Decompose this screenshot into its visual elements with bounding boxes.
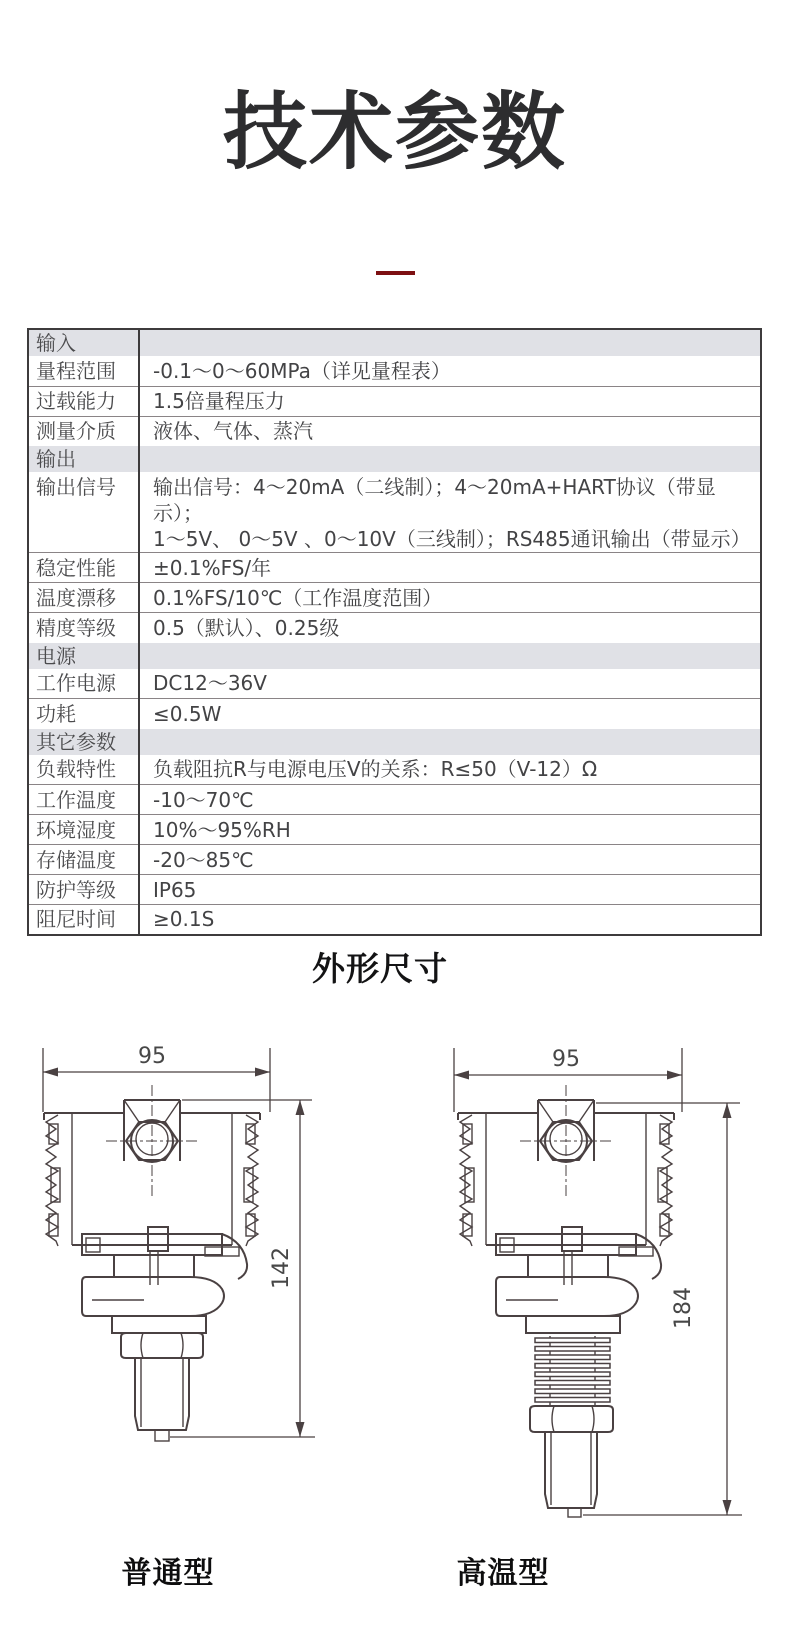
row-value: ≥0.1S xyxy=(153,907,215,932)
table-row xyxy=(28,785,761,815)
high-temp-type-label: 高温型 xyxy=(456,1556,550,1591)
row-label: 环境湿度 xyxy=(28,815,139,845)
table-row xyxy=(28,669,761,699)
row-value: DC12～36V xyxy=(139,669,761,699)
row-label: 负载特性 xyxy=(28,755,139,785)
table-row xyxy=(28,553,761,583)
row-label: 输出信号 xyxy=(28,472,139,553)
table-section-row xyxy=(28,329,761,356)
row-value: ±0.1%FS/年 xyxy=(139,553,761,583)
row-label: 温度漂移 xyxy=(28,583,139,613)
table-row xyxy=(28,356,761,386)
row-value: 1.5倍量程压力 xyxy=(139,386,761,416)
row-value: 负载阻抗R与电源电压V的关系：R≤50（V-12）Ω xyxy=(139,755,761,785)
normal-type-drawing xyxy=(44,1085,260,1441)
section-label: 输出 xyxy=(28,446,139,472)
row-value: -10～70℃ xyxy=(139,785,761,815)
row-value xyxy=(139,472,761,553)
row-value: IP65 xyxy=(139,875,761,905)
normal-width-dimension xyxy=(43,1044,270,1112)
row-value: 0.1%FS/10℃（工作温度范围） xyxy=(139,583,761,613)
row-value: 0.5（默认）、0.25级 xyxy=(153,615,340,640)
dimensions-heading: 外形尺寸 xyxy=(312,949,448,988)
row-label: 测量介质 xyxy=(28,416,139,446)
row-label: 防护等级 xyxy=(28,875,139,905)
row-label: 工作电源 xyxy=(28,669,139,699)
table-row xyxy=(28,755,761,785)
normal-height-dimension xyxy=(170,1100,315,1437)
section-label: 输入 xyxy=(28,329,139,356)
row-label: 稳定性能 xyxy=(28,553,139,583)
row-value: 液体、气体、蒸汽 xyxy=(153,419,313,444)
table-section-row xyxy=(28,446,761,472)
table-section-row xyxy=(28,643,761,669)
table-row xyxy=(28,386,761,416)
row-label: 存储温度 xyxy=(28,845,139,875)
row-label: 量程范围 xyxy=(28,356,139,386)
section-label: 其它参数 xyxy=(28,729,139,755)
section-label: 电源 xyxy=(28,643,139,669)
table-row xyxy=(28,875,761,905)
row-label: 功耗 xyxy=(28,699,139,729)
section-spacer xyxy=(139,643,761,669)
dimension-drawings xyxy=(0,1000,790,1530)
row-label: 阻尼时间 xyxy=(28,905,139,935)
high-temp-type-drawing xyxy=(458,1085,674,1517)
table-row xyxy=(28,613,761,643)
section-spacer xyxy=(139,446,761,472)
normal-height-label: 142 xyxy=(269,1247,294,1289)
row-label: 过载能力 xyxy=(28,386,139,416)
normal-width-label: 95 xyxy=(138,1044,166,1069)
row-value-line2: 1～5V、 0～5V 、0～10V（三线制）；RS485通讯输出（带显示） xyxy=(153,527,751,551)
high-temp-width-label: 95 xyxy=(552,1047,580,1072)
page-title: 技术参数 xyxy=(222,83,567,181)
high-temp-width-dimension xyxy=(454,1047,682,1112)
table-row xyxy=(28,845,761,875)
row-value: ≤0.5W xyxy=(153,701,222,726)
row-value: 10%～95%RH xyxy=(139,815,761,845)
table-row xyxy=(28,472,761,553)
row-value: -20～85℃ xyxy=(139,845,761,875)
spec-table xyxy=(27,328,762,936)
section-spacer xyxy=(139,729,761,755)
table-section-row xyxy=(28,729,761,755)
row-label: 工作温度 xyxy=(28,785,139,815)
table-row xyxy=(28,815,761,845)
heat-sink-fins xyxy=(535,1336,610,1406)
row-value: -0.1～0～60MPa（详见量程表） xyxy=(139,356,761,386)
title-accent-line xyxy=(376,271,415,275)
section-spacer xyxy=(139,329,761,356)
row-value-line1: 输出信号：4～20mA（二线制）；4～20mA+HART协议（带显示）； xyxy=(153,475,716,525)
high-temp-height-label: 184 xyxy=(671,1287,696,1329)
table-row xyxy=(28,905,761,935)
high-temp-height-dimension xyxy=(583,1103,742,1515)
table-row xyxy=(28,699,761,729)
table-row xyxy=(28,416,761,446)
table-row xyxy=(28,583,761,613)
normal-type-label: 普通型 xyxy=(121,1556,215,1591)
row-label: 精度等级 xyxy=(28,613,139,643)
